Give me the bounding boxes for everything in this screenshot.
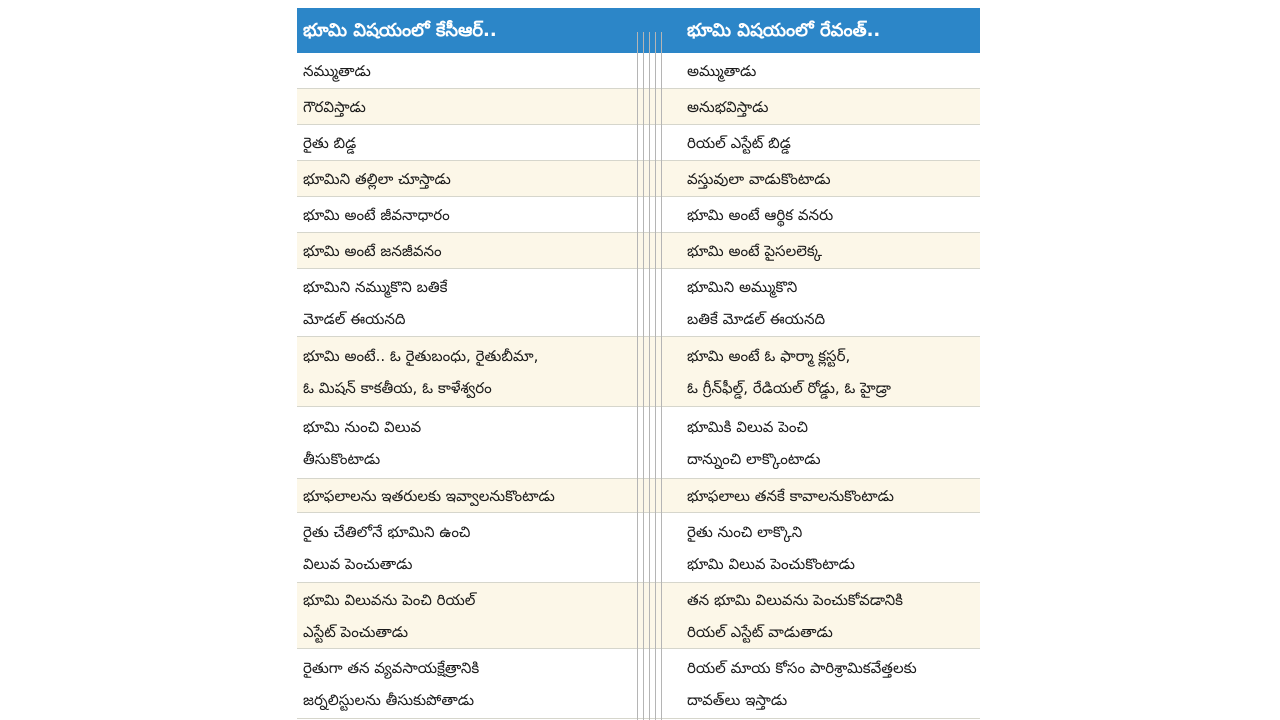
right-cell-line: రియల్ ఎస్టేట్ బిడ్డ bbox=[687, 133, 791, 152]
right-cell bbox=[687, 583, 979, 648]
left-cell-line: భూమిని నమ్ముకొని బతికే bbox=[303, 277, 448, 296]
right-cell bbox=[687, 197, 979, 232]
right-cell-line: భూమికి విలువ పెంచి bbox=[687, 417, 808, 436]
left-cell-line: భూమి నుంచి విలువ bbox=[303, 417, 422, 436]
table-row bbox=[297, 479, 980, 513]
right-cell-line: అనుభవిస్తాడు bbox=[687, 97, 769, 116]
right-cell-line: ఓ గ్రీన్‌ఫీల్డ్, రేడియల్ రోడ్డు, ఓ హైడ్రా bbox=[687, 378, 891, 397]
left-cell-line: మోడల్ ఈయనది bbox=[303, 309, 406, 328]
table-row bbox=[297, 89, 980, 125]
left-cell-line: జర్నలిస్టులను తీసుకుపోతాడు bbox=[303, 690, 475, 709]
right-cell bbox=[687, 649, 979, 718]
left-cell bbox=[303, 89, 633, 124]
left-cell-line: భూమిని తల్లిలా చూస్తాడు bbox=[303, 169, 451, 188]
right-cell bbox=[687, 269, 979, 336]
left-cell-line: ఎస్టేట్ పెంచుతాడు bbox=[303, 622, 409, 641]
right-cell bbox=[687, 407, 979, 478]
right-cell bbox=[687, 161, 979, 196]
left-cell-line: భూమి అంటే జనజీవనం bbox=[303, 241, 442, 260]
right-cell-line: రియల్ మాయ కోసం పారిశ్రామికవేత్తలకు bbox=[687, 658, 917, 677]
left-cell bbox=[303, 583, 633, 648]
right-cell-line: రియల్ ఎస్టేట్ వాడుతాడు bbox=[687, 622, 833, 641]
table-row bbox=[297, 269, 980, 337]
left-cell-line: రైతుగా తన వ్యవసాయక్షేత్రానికి bbox=[303, 658, 480, 677]
right-cell-line: భూమి అంటే పైసలలెక్క bbox=[687, 241, 822, 260]
right-cell bbox=[687, 479, 979, 512]
comparison-table bbox=[297, 8, 980, 720]
table-row bbox=[297, 233, 980, 269]
right-cell-line: భూఫలాలు తనకే కావాలనుకొంటాడు bbox=[687, 486, 894, 505]
left-cell bbox=[303, 233, 633, 268]
right-cell bbox=[687, 233, 979, 268]
table-row bbox=[297, 407, 980, 479]
table-row bbox=[297, 53, 980, 89]
left-cell-line: ఓ మిషన్ కాకతీయ, ఓ కాళేశ్వరం bbox=[303, 378, 492, 397]
header-right: భూమి విషయంలో రేవంత్.. bbox=[687, 20, 881, 41]
right-cell-line: భూమిని అమ్ముకొని bbox=[687, 277, 798, 296]
right-cell-line: అమ్ముతాడు bbox=[687, 61, 757, 80]
table-body bbox=[297, 53, 980, 719]
right-cell-line: తన భూమి విలువను పెంచుకోవడానికి bbox=[687, 590, 903, 609]
right-cell-line: రైతు నుంచి లాక్కొని bbox=[687, 522, 803, 541]
right-cell bbox=[687, 337, 979, 406]
table-row bbox=[297, 161, 980, 197]
left-cell-line: తీసుకొంటాడు bbox=[303, 449, 381, 468]
left-cell bbox=[303, 479, 633, 512]
left-cell bbox=[303, 337, 633, 406]
left-cell bbox=[303, 197, 633, 232]
left-cell bbox=[303, 407, 633, 478]
table-row bbox=[297, 337, 980, 407]
right-cell bbox=[687, 89, 979, 124]
table-row bbox=[297, 649, 980, 719]
left-cell bbox=[303, 53, 633, 88]
table-row bbox=[297, 513, 980, 583]
table-row bbox=[297, 197, 980, 233]
left-cell-line: భూమి అంటే.. ఓ రైతుబంధు, రైతుబీమా, bbox=[303, 346, 539, 365]
right-cell-line: భూమి అంటే ఓ ఫార్మా క్లస్టర్, bbox=[687, 346, 851, 365]
right-cell-line: వస్తువులా వాడుకొంటాడు bbox=[687, 169, 831, 188]
table-header bbox=[297, 8, 980, 53]
left-cell-line: రైతు చేతిలోనే భూమిని ఉంచి bbox=[303, 522, 471, 541]
header-left: భూమి విషయంలో కేసీఆర్.. bbox=[303, 20, 497, 41]
left-cell-line: విలువ పెంచుతాడు bbox=[303, 554, 413, 573]
right-cell bbox=[687, 513, 979, 582]
right-cell-line: భూమి అంటే ఆర్థిక వనరు bbox=[687, 205, 834, 224]
left-cell-line: నమ్ముతాడు bbox=[303, 61, 371, 80]
left-cell bbox=[303, 513, 633, 582]
right-cell-line: బతికే మోడల్ ఈయనది bbox=[687, 309, 826, 328]
right-cell-line: భూమి విలువ పెంచుకొంటాడు bbox=[687, 554, 855, 573]
right-cell-line: దావత్‌లు ఇస్తాడు bbox=[687, 690, 788, 709]
left-cell bbox=[303, 125, 633, 160]
right-cell-line: దాన్నుంచి లాక్కొంటాడు bbox=[687, 449, 821, 468]
left-cell bbox=[303, 649, 633, 718]
right-cell bbox=[687, 53, 979, 88]
left-cell-line: భూమి విలువను పెంచి రియల్ bbox=[303, 590, 476, 609]
left-cell-line: భూఫలాలను ఇతరులకు ఇవ్వాలనుకొంటాడు bbox=[303, 486, 555, 505]
table-row bbox=[297, 125, 980, 161]
left-cell-line: రైతు బిడ్డ bbox=[303, 133, 357, 152]
left-cell bbox=[303, 269, 633, 336]
left-cell-line: గౌరవిస్తాడు bbox=[303, 97, 366, 116]
right-cell bbox=[687, 125, 979, 160]
left-cell-line: భూమి అంటే జీవనాధారం bbox=[303, 205, 450, 224]
table-row bbox=[297, 583, 980, 649]
left-cell bbox=[303, 161, 633, 196]
